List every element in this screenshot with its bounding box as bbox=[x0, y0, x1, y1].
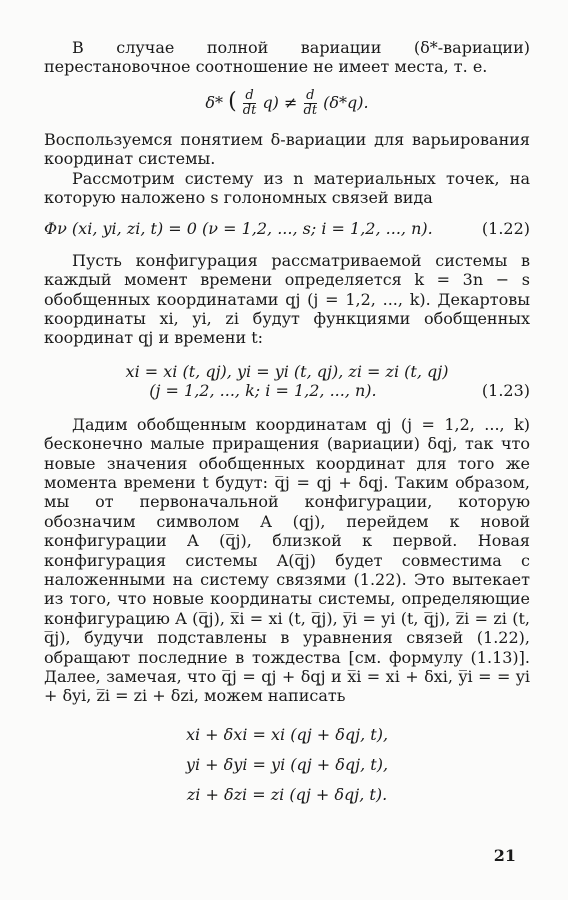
fraction-left-den: dt bbox=[242, 102, 257, 118]
final-equation-x: xi + δxi = xi (qj + δqj, t), bbox=[185, 724, 389, 744]
paragraph-2: Воспользуемся понятием δ-вариации для варьирования координат системы. bbox=[44, 129, 530, 169]
fraction-left bbox=[243, 89, 257, 118]
fraction-left-num: d bbox=[243, 89, 257, 104]
paragraph-1: В случае полной вариации (δ*-вариации) перестановочное соотношение не имеет места, т. е. bbox=[44, 38, 530, 77]
formula-left-prefix: δ* bbox=[205, 92, 224, 112]
equation-1-23-number: (1.23) bbox=[481, 381, 530, 401]
formula-variation-commutation: δ* ( $\frac{d}{dt}$ q) ≠ $\frac{d}{dt}$ (δ*q). bbox=[205, 87, 369, 118]
equation-1-23 bbox=[44, 362, 530, 401]
paragraph-3: Рассмотрим систему из n материальных точек, на которую наложено s голономных связей вида bbox=[44, 168, 530, 208]
final-equation-z: zi + δzi = zi (qj + δqj, t). bbox=[186, 784, 388, 804]
equation-1-22-number: (1.22) bbox=[481, 219, 530, 239]
fraction-right-num: d bbox=[304, 89, 318, 104]
fraction-right-den: dt bbox=[303, 102, 318, 118]
final-equation-y: yi + δyi = yi (qj + δqj, t), bbox=[185, 754, 389, 774]
page-body bbox=[44, 38, 530, 810]
final-equations bbox=[44, 720, 530, 810]
paragraph-5: Дадим обобщенным координатам qj (j = 1,2, ..., k) бесконечно малые приращения (вариации) δqj, так что новые значения обобщенных координат для того же момента времени t будут: q̅j = qj + δqj. Таким образом, мы от первоначальной конфигурации, которую обозначим символом A (qj), перейдем к новой конфигурации A (q̅j), близкой к первой. Новая конфигурация системы A(q̅j) будет совместима с наложенными на систему связями (1.22). Это вытекает из того, что новые координаты системы, определяющие конфигурацию A (q̅j), x̅i = xi (t, q̅j), y̅i = yi (t, q̅j), z̅i = zi (t, q̅j), будучи подставлены в уравнения связей (1.22), обращают последние в тождества [см. формулу (1.13)]. Далее, замечая, что q̅j = qj + δqj и x̅i = xi + δxi, y̅i = = yi + δyi, z̅i = zi + δzi, можем написать bbox=[44, 414, 530, 706]
equation-1-23-line1: xi = xi (t, qj), yi = yi (t, qj), zi = zi (t, qj) bbox=[125, 361, 449, 381]
equation-1-23-line2: (j = 1,2, ..., k; i = 1,2, ..., n). bbox=[149, 381, 377, 401]
fraction-right bbox=[304, 89, 318, 118]
paragraph-4: Пусть конфигурация рассматриваемой системы в каждый момент времени определяется k = 3n − s обобщенных координатами qj (j = 1,2, ..., k). Декартовы координаты xi, yi, zi будут функциями обобщенных координат qj и времени t: bbox=[44, 250, 530, 348]
formula-right-suffix: (δ*q). bbox=[323, 92, 369, 112]
equation-1-22 bbox=[44, 219, 530, 238]
formula-left-suffix: q) ≠ bbox=[262, 92, 298, 112]
page-number: 21 bbox=[493, 846, 516, 865]
equation-1-22-body: Φν (xi, yi, zi, t) = 0 (ν = 1,2, ..., s; i = 1,2, ..., n). bbox=[44, 219, 433, 239]
